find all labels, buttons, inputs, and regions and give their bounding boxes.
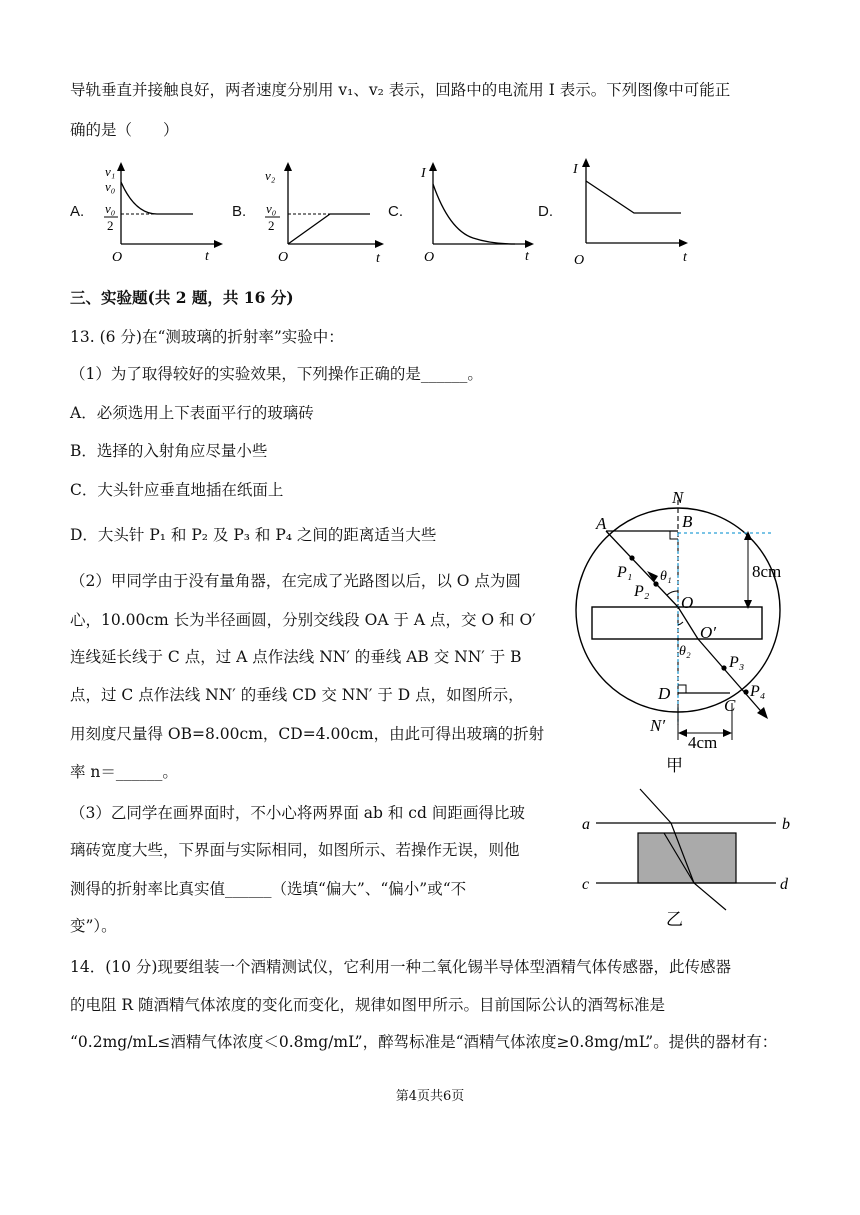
- section-title: 三、实验题(共 2 题，共 16 分): [70, 288, 294, 307]
- graph-a-frac-den: 2: [107, 218, 114, 233]
- fig-jia-label-o-prime: O′: [700, 623, 716, 642]
- fig-yi-label-c: c: [582, 876, 590, 893]
- figure-yi: [576, 785, 806, 935]
- fig-jia-label-p1: P₁: [617, 564, 633, 581]
- graph-a-frac-num: v₀: [105, 201, 116, 216]
- page-footer: 第4页共6页: [395, 1089, 465, 1104]
- q13-part2-line3: 连线延长线于 C 点，过 A 点作法线 NN′ 的垂线 AB 交 NN′ 于 B: [70, 648, 522, 666]
- q13-option-d: D．大头针 P₁ 和 P₂ 及 P₃ 和 P₄ 之间的距离适当大些: [70, 526, 437, 544]
- fig-jia-label-b: B: [682, 512, 693, 531]
- fig-jia-label-n: N: [672, 488, 684, 507]
- fig-jia-dim-8cm: 8cm: [752, 562, 782, 581]
- q13-option-c: C．大头针应垂直地插在纸面上: [70, 481, 284, 499]
- q13-part3-line4: 变”）。: [70, 917, 117, 935]
- graph-b-frac-den: 2: [268, 218, 275, 233]
- fig-yi-label-a: a: [582, 816, 590, 833]
- fig-jia-label-c: C: [724, 696, 736, 715]
- fig-jia-label-p4: P₄: [750, 683, 766, 700]
- graph-a-yaxis: v₁: [105, 164, 116, 179]
- q13-part3-line2: 璃砖宽度大些，下界面与实际相同，如图所示、若操作无误，则他: [70, 841, 520, 859]
- q13-part1: （1）为了取得较好的实验效果，下列操作正确的是______。: [70, 365, 483, 383]
- q12-line1: 导轨垂直并接触良好，两者速度分别用 v₁、v₂ 表示，回路中的电流用 I 表示。下列图像中可能正: [70, 81, 731, 99]
- fig-jia-label-p2: P₂: [634, 583, 650, 600]
- q12-line2: 确的是（ ）: [70, 121, 179, 139]
- graph-b-xaxis: t: [376, 251, 380, 265]
- graph-d: [566, 155, 696, 267]
- graph-d-yaxis: I: [573, 162, 578, 177]
- graph-a-origin: O: [112, 250, 123, 265]
- graph-a-xaxis: t: [205, 249, 209, 264]
- graph-c-xaxis: t: [525, 249, 529, 264]
- figure-jia: [570, 485, 800, 780]
- q13-intro: 13. (6 分)在“测玻璃的折射率”实验中：: [70, 328, 344, 346]
- graph-b-origin: O: [278, 250, 289, 265]
- option-a-label: A.: [70, 203, 85, 220]
- q13-part2-line2: 心，10.00cm 长为半径画圆，分别交线段 OA 于 A 点，交 O 和 O′: [70, 611, 536, 629]
- fig-jia-label-theta1: θ₁: [660, 569, 672, 584]
- fig-yi-caption: 乙: [666, 910, 683, 929]
- q13-part2-line4: 点，过 C 点作法线 NN′ 的垂线 CD 交 NN′ 于 D 点，如图所示，: [70, 686, 524, 704]
- q14-line2: 的电阻 R 随酒精气体浓度的变化而变化，规律如图甲所示。目前国际公认的酒驾标准是: [70, 996, 666, 1014]
- graph-a: [95, 160, 225, 265]
- fig-jia-label-theta2: θ₂: [679, 644, 691, 659]
- fig-yi-label-b: b: [782, 816, 790, 833]
- graph-c: [415, 160, 540, 265]
- fig-jia-label-p3: P₃: [729, 654, 745, 671]
- graph-d-xaxis: t: [683, 250, 687, 265]
- option-b-label: B.: [232, 203, 247, 220]
- option-d-label: D.: [538, 203, 553, 220]
- fig-jia-dim-4cm: 4cm: [688, 733, 718, 752]
- q13-option-a: A．必须选用上下表面平行的玻璃砖: [70, 404, 314, 422]
- q13-part2-line5: 用刻度尺量得 OB=8.00cm，CD=4.00cm，由此可得出玻璃的折射: [70, 725, 545, 743]
- q13-part2-line6: 率 n＝______。: [70, 763, 178, 781]
- graph-a-v0: v₀: [105, 179, 116, 194]
- graph-b: [256, 160, 386, 265]
- graph-d-origin: O: [574, 253, 585, 267]
- q13-part3-line3: 测得的折射率比真实值______（选填“偏大”、“偏小”或“不: [70, 880, 467, 898]
- graph-b-frac-num: v₀: [266, 201, 277, 216]
- graph-c-origin: O: [424, 250, 435, 265]
- fig-jia-label-d: D: [658, 684, 671, 703]
- q13-option-b: B．选择的入射角应尽量小些: [70, 442, 268, 460]
- option-c-label: C.: [388, 203, 403, 220]
- fig-yi-label-d: d: [780, 876, 788, 893]
- fig-jia-label-o: O: [681, 593, 694, 612]
- q13-part3-line1: （3）乙同学在画界面时，不小心将两界面 ab 和 cd 间距画得比玻: [70, 804, 525, 822]
- q14-line1: 14．(10 分)现要组装一个酒精测试仪，它利用一种二氧化锡半导体型酒精气体传感器，此传感器: [70, 958, 731, 976]
- fig-jia-caption: 甲: [666, 756, 683, 775]
- fig-jia-label-n-prime: N′: [650, 716, 666, 735]
- fig-jia-label-a: A: [596, 514, 607, 533]
- q13-part2-line1: （2）甲同学由于没有量角器，在完成了光路图以后，以 O 点为圆: [70, 572, 521, 590]
- graph-c-yaxis: I: [421, 166, 426, 181]
- graph-b-yaxis: v₂: [265, 168, 276, 183]
- q14-line3: “0.2mg/mL≤酒精气体浓度＜0.8mg/mL”，醉驾标准是“酒精气体浓度≥0.8mg/mL”。提供的器材有：: [70, 1033, 778, 1051]
